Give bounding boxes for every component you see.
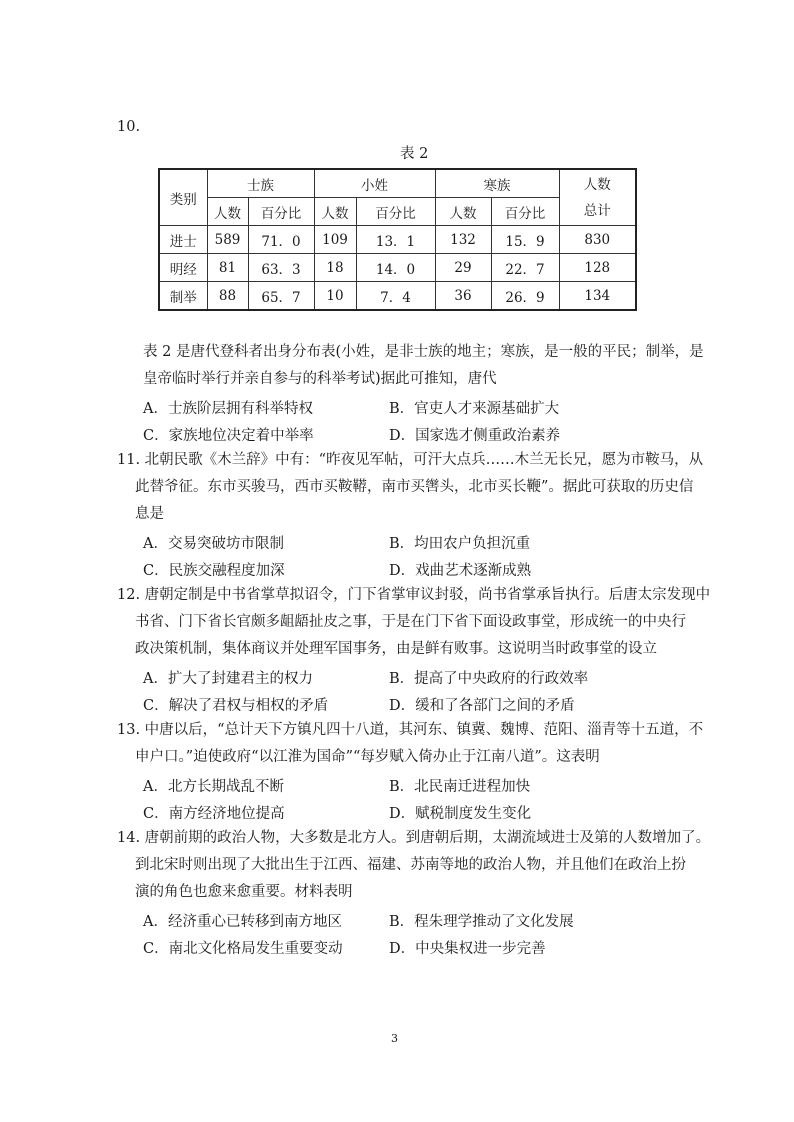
header-total-line2: 总计	[583, 202, 611, 219]
q13-option-d[interactable]: D．赋税制度发生变化	[389, 806, 532, 822]
q14-line3: 演的角色也愈来愈重要。材料表明	[135, 884, 353, 900]
q12-option-a[interactable]: A．扩大了封建君主的权力	[143, 671, 313, 687]
table-row	[159, 254, 636, 282]
q12-option-c[interactable]: C．解决了君权与相权的矛盾	[143, 698, 329, 714]
q12-option-b[interactable]: B．提高了中央政府的行政效率	[389, 671, 589, 687]
q11-option-d[interactable]: D．戏曲艺术逐渐成熟	[389, 563, 532, 579]
page-number: 3	[391, 1032, 398, 1045]
row-name: 进士	[159, 226, 207, 254]
q11-option-b[interactable]: B．均田农户负担沉重	[389, 536, 531, 552]
subheader-count: 人数	[207, 198, 248, 226]
cell: 71．0	[248, 226, 314, 254]
q10-stem-line1: 表 2 是唐代登科者出身分布表(小姓，是非士族的地主；寒族，是一般的平民；制举，是	[143, 344, 704, 360]
q10-option-a[interactable]: A．士族阶层拥有科举特权	[143, 401, 313, 417]
q12-line3: 政决策机制，集体商议并处理军国事务，由是鲜有败事。这说明当时政事堂的设立	[135, 641, 657, 657]
cell: 128	[559, 254, 636, 282]
q13-option-c[interactable]: C．南方经济地位提高	[143, 806, 285, 822]
q12-line1: 12. 唐朝定制是中书省掌草拟诏令，门下省掌审议封驳，尚书省掌承旨执行。后唐太宗发现中	[117, 587, 711, 603]
header-category: 类别	[159, 169, 207, 226]
cell: 65．7	[248, 282, 314, 311]
q13-line1: 13. 中唐以后，“总计天下方镇凡四十八道，其河东、镇冀、魏博、范阳、淄青等十五道，不	[117, 722, 704, 738]
cell: 10	[314, 282, 356, 311]
q14-option-c[interactable]: C．南北文化格局发生重要变动	[143, 941, 343, 957]
q10-option-d[interactable]: D．国家选才侧重政治素养	[389, 428, 561, 444]
q14-option-b[interactable]: B．程朱理学推动了文化发展	[389, 914, 574, 930]
q13-option-a[interactable]: A．北方长期战乱不断	[143, 779, 284, 795]
cell: 7．4	[356, 282, 435, 311]
cell: 589	[207, 226, 248, 254]
q11-line1: 11. 北朝民歌《木兰辞》中有：“昨夜见军帖，可汗大点兵……木兰无长兄，愿为市鞍马，从	[117, 452, 704, 468]
subheader-count: 人数	[435, 198, 491, 226]
q10-stem-line2: 皇帝临时举行并亲自参与的科举考试)据此可推知，唐代	[143, 371, 497, 387]
cell: 63．3	[248, 254, 314, 282]
q12-line2: 书省、门下省长官颇多龃龉扯皮之事，于是在门下省下面设政事堂，形成统一的中央行	[135, 614, 686, 630]
table-row	[159, 226, 636, 254]
q10-option-c[interactable]: C．家族地位决定着中举率	[143, 428, 314, 444]
q11-option-c[interactable]: C．民族交融程度加深	[143, 563, 285, 579]
cell: 18	[314, 254, 356, 282]
question-10-number: 10.	[117, 119, 141, 135]
cell: 132	[435, 226, 491, 254]
subheader-count: 人数	[314, 198, 356, 226]
q11-line3: 息是	[135, 506, 164, 522]
header-total	[559, 169, 636, 226]
cell: 134	[559, 282, 636, 311]
header-shizu: 士族	[207, 169, 314, 198]
q13-option-b[interactable]: B．北民南迁进程加快	[389, 779, 531, 795]
header-xiaoxing: 小姓	[314, 169, 435, 198]
cell: 14．0	[356, 254, 435, 282]
q13-line2: 申户口。”迫使政府“以江淮为国命”“每岁赋入倚办止于江南八道”。这表明	[135, 749, 600, 765]
subheader-percent: 百分比	[491, 198, 559, 226]
q14-line1: 14. 唐朝前期的政治人物，大多数是北方人。到唐朝后期，太湖流域进士及第的人数增加了。	[117, 830, 711, 846]
cell: 81	[207, 254, 248, 282]
subheader-percent: 百分比	[356, 198, 435, 226]
cell: 88	[207, 282, 248, 311]
header-hanzu: 寒族	[435, 169, 559, 198]
cell: 830	[559, 226, 636, 254]
cell: 13．1	[356, 226, 435, 254]
cell: 22．7	[491, 254, 559, 282]
row-name: 明经	[159, 254, 207, 282]
q11-line2: 此替爷征。东市买骏马，西市买鞍鞯，南市买辔头，北市买长鞭”。据此可获取的历史信	[135, 479, 694, 495]
subheader-percent: 百分比	[248, 198, 314, 226]
cell: 29	[435, 254, 491, 282]
table-title: 表 2	[400, 146, 429, 162]
q14-line2: 到北宋时则出现了大批出生于江西、福建、苏南等地的政治人物，并且他们在政治上扮	[135, 857, 686, 873]
cell: 109	[314, 226, 356, 254]
q11-option-a[interactable]: A．交易突破坊市限制	[143, 536, 284, 552]
q14-option-d[interactable]: D．中央集权进一步完善	[389, 941, 546, 957]
cell: 26．9	[491, 282, 559, 311]
candidate-origin-table	[158, 168, 637, 311]
q10-option-b[interactable]: B．官吏人才来源基础扩大	[389, 401, 560, 417]
cell: 15．9	[491, 226, 559, 254]
cell: 36	[435, 282, 491, 311]
row-name: 制举	[159, 282, 207, 311]
header-total-line1: 人数	[583, 176, 611, 193]
q14-option-a[interactable]: A．经济重心已转移到南方地区	[143, 914, 342, 930]
table-row	[159, 282, 636, 311]
q12-option-d[interactable]: D．缓和了各部门之间的矛盾	[389, 698, 575, 714]
